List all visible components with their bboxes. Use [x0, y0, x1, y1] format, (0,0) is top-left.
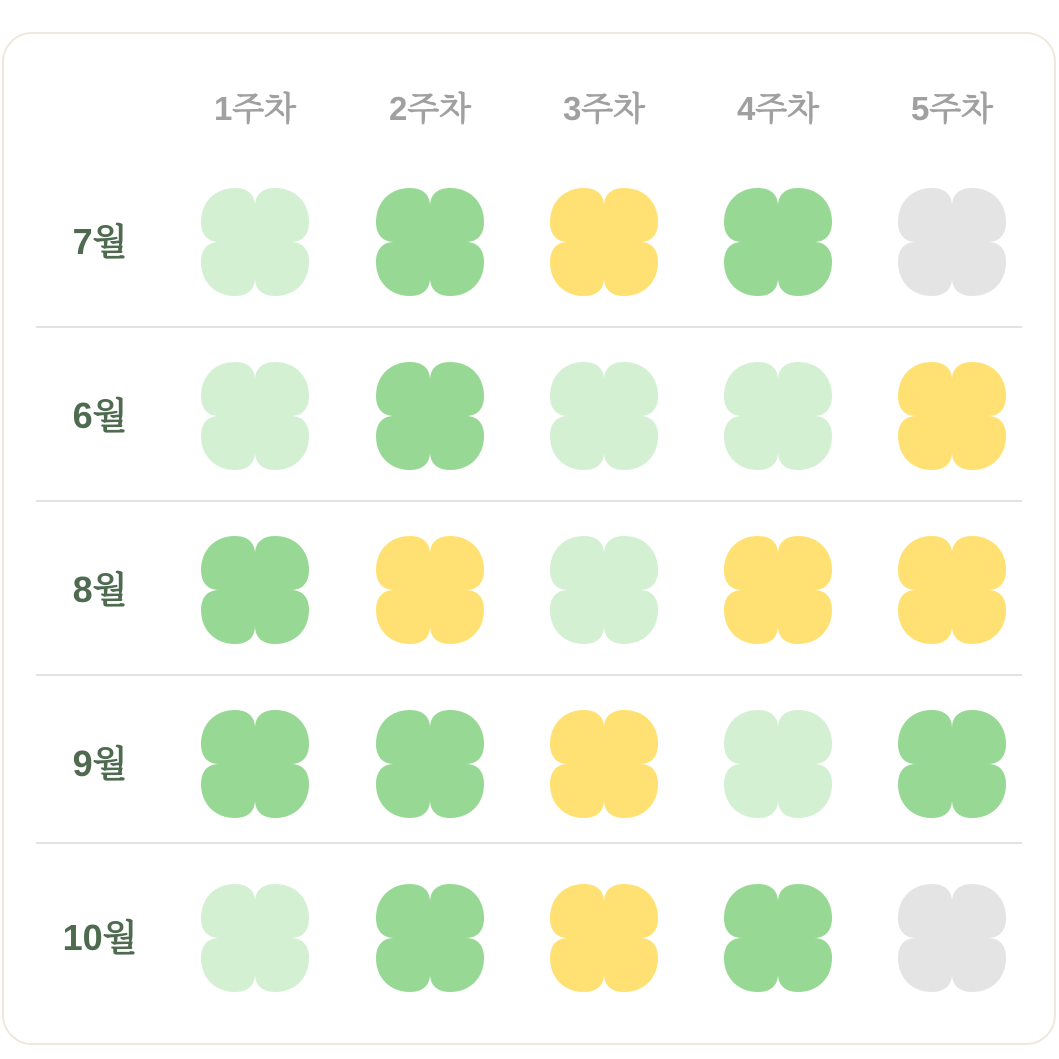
clover-icon[interactable] [546, 184, 662, 300]
clover-icon[interactable] [720, 532, 836, 648]
week-header-2: 2주차 [388, 90, 472, 127]
clover-icon[interactable] [197, 184, 313, 300]
clover-icon[interactable] [720, 358, 836, 474]
clover-icon[interactable] [197, 358, 313, 474]
clover-icon[interactable] [372, 358, 488, 474]
month-label: 7월 [72, 221, 128, 262]
clover-icon[interactable] [197, 706, 313, 822]
clover-icon[interactable] [720, 880, 836, 996]
row-divider [36, 842, 1022, 844]
week-header-5: 5주차 [910, 90, 994, 127]
month-label: 8월 [72, 569, 128, 610]
clover-icon[interactable] [720, 184, 836, 300]
clover-icon[interactable] [894, 880, 1010, 996]
clover-icon[interactable] [546, 880, 662, 996]
clover-icon[interactable] [894, 358, 1010, 474]
clover-icon[interactable] [372, 706, 488, 822]
week-header-4: 4주차 [736, 90, 820, 127]
clover-icon[interactable] [372, 184, 488, 300]
clover-icon[interactable] [197, 532, 313, 648]
clover-icon[interactable] [720, 706, 836, 822]
clover-icon[interactable] [894, 184, 1010, 300]
clover-icon[interactable] [546, 358, 662, 474]
week-header-3: 3주차 [562, 90, 646, 127]
week-header-1: 1주차 [213, 90, 297, 127]
row-divider [36, 674, 1022, 676]
month-label: 10월 [62, 917, 138, 958]
clover-icon[interactable] [372, 880, 488, 996]
row-divider [36, 500, 1022, 502]
clover-icon[interactable] [546, 532, 662, 648]
clover-icon[interactable] [894, 532, 1010, 648]
clover-icon[interactable] [372, 532, 488, 648]
clover-icon[interactable] [894, 706, 1010, 822]
month-label: 6월 [72, 395, 128, 436]
clover-icon[interactable] [546, 706, 662, 822]
row-divider [36, 326, 1022, 328]
clover-icon[interactable] [197, 880, 313, 996]
month-label: 9월 [72, 743, 128, 784]
